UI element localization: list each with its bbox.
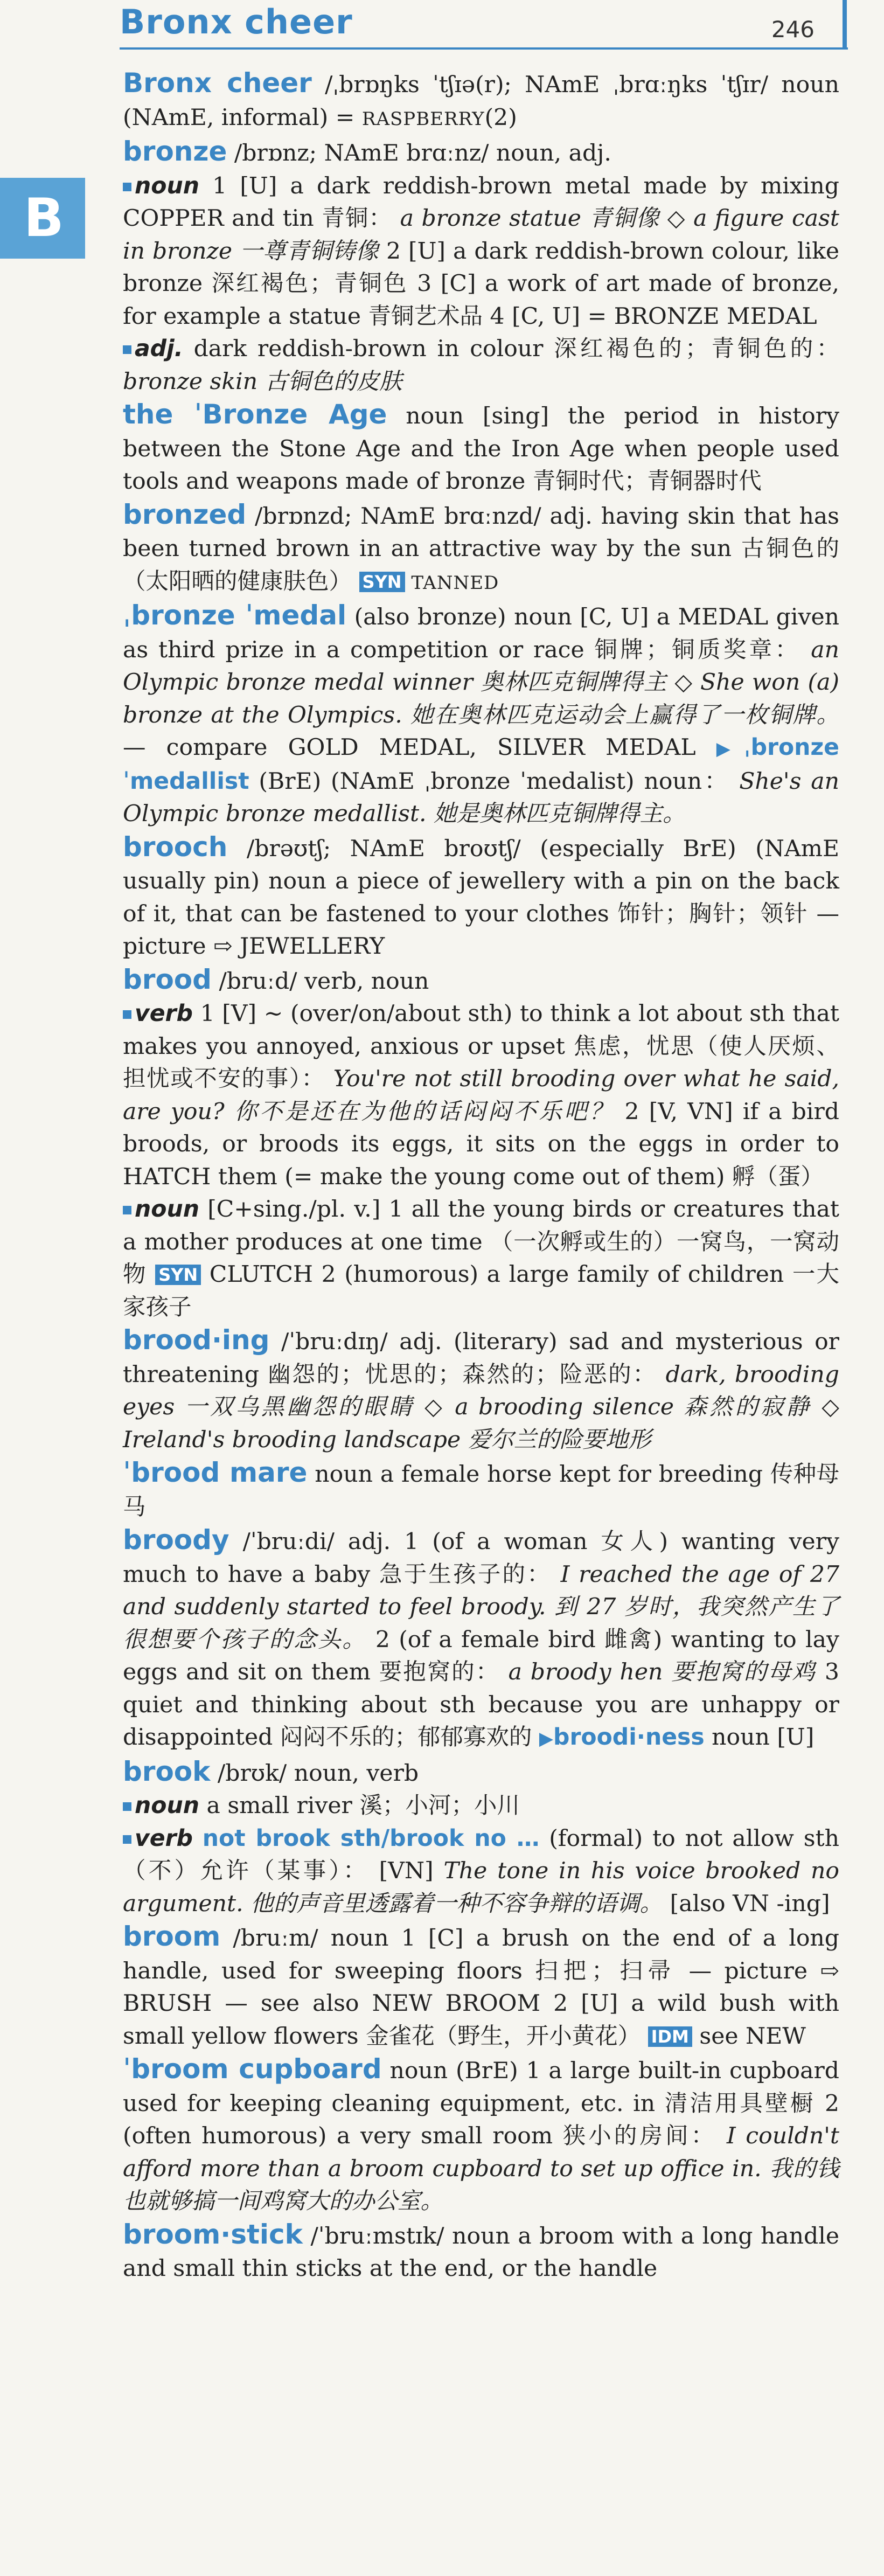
sense-block-verb: [123, 998, 839, 1193]
synonym-word[interactable]: TANNED: [405, 572, 499, 594]
headword: broody: [123, 1524, 229, 1556]
entry-text: /bruːd/ verb, noun: [211, 968, 429, 995]
entry-text: noun (BrE) 1 a large built-in cupboard used for keeping cleaning equipment, etc. in 清洁用具壁橱 2 (often humorous) a very small room 狭小的房间：: [123, 2058, 839, 2149]
sense-text: 2 [U] a dark reddish-brown colour, like bronze 深红褐色；青铜色 3 [C] a work of art made of bronze, for example a statue 青铜艺术品 4 [C, U] = BRONZE MEDAL: [123, 238, 839, 330]
headword: brood: [123, 963, 212, 995]
entry-text: /bruːm/ noun 1 [C] a brush on the end of a long handle, used for sweeping floors 扫把；扫帚 — picture ⇨ BRUSH — see also NEW BROOM 2 [U] a wild bush with small yellow flowers 金雀花（野生，开小黄花）: [123, 1925, 839, 2050]
square-bullet-icon: [123, 345, 131, 354]
headword: broom·stick: [123, 2218, 303, 2250]
headword: brooch: [123, 831, 228, 863]
running-head: Bronx cheer: [120, 2, 353, 41]
triangle-arrow-icon: ▶: [539, 1728, 554, 1749]
entry-broom: [123, 1920, 839, 2053]
entry-text: (BrE) (NAmE ˌbronze ˈmedalist) noun：: [249, 768, 740, 795]
square-bullet-icon: [123, 1835, 131, 1844]
derivative: broodi·ness: [553, 1724, 705, 1751]
headword: bronze: [123, 136, 227, 167]
square-bullet-icon: [123, 183, 131, 191]
example: a broody hen 要抱窝的母鸡: [508, 1659, 817, 1685]
synonym-badge: SYN: [359, 572, 405, 592]
triangle-arrow-icon: ▶: [716, 738, 744, 760]
entry-text: noun a female horse kept for breeding 传种母马: [123, 1461, 839, 1520]
entry-broom-cupboard: [123, 2053, 839, 2218]
headword: broom: [123, 1921, 221, 1952]
example: The tone in his voice brooked no argument. 他的声音里透露着一种不容争辩的语调。: [123, 1858, 840, 1917]
entry-brooding: [123, 1324, 839, 1456]
sense-text: 2 [V, VN] if a bird broods, or broods its eggs, it sits on the eggs in order to HATCH them (= make the young come out of them) 孵（蛋）: [123, 1098, 839, 1190]
sense-text: CLUTCH 2 (humorous) a large family of children 一大家孩子: [123, 1261, 839, 1321]
entry-text: /brɒnz; NAmE brɑːnz/ noun, adj.: [227, 140, 611, 166]
example: She's an Olympic bronze medallist. 她是奥林匹克铜牌得主。: [123, 768, 839, 827]
example: I reached the age of 27 and suddenly started to feel broody. 到 27 岁时，我突然产生了很想要个孩子的念头。: [123, 1561, 839, 1653]
thumb-index-letter: B: [24, 188, 64, 249]
entry-text: 3 quiet and thinking about sth because you are unhappy or disappointed 闷闷不乐的；郁郁寡欢的: [123, 1659, 839, 1751]
sense-text: 1 [V] ~ (over/on/about sth) to think a lot about sth that makes you annoyed, anxious or upset 焦虑，忧思（使人厌烦、担忧或不安的事）：: [123, 1001, 839, 1092]
headword: brook: [123, 1755, 211, 1787]
dictionary-column: [123, 67, 839, 2286]
sense-block-noun: [123, 1193, 839, 1324]
entry-bronze: [123, 135, 839, 170]
sense-text: [C+sing./pl. v.] 1 all the young birds or creatures that a mother produces at one time （一次孵或生的）一窝鸟，一窝动物: [123, 1196, 839, 1288]
example: bronze skin 古铜色的皮肤: [123, 368, 402, 395]
page-header: [120, 0, 847, 52]
entry-broody: [123, 1524, 839, 1755]
header-edge-bar: [843, 0, 847, 50]
part-of-speech: verb: [135, 1825, 193, 1852]
entry-text: /brɒnzd; NAmE brɑːnzd/ adj. having skin that has been turned brown in an attractive way by the sun 古铜色的（太阳晒的健康肤色）: [123, 503, 839, 595]
example: dark, brooding eyes 一双乌黑幽怨的眼睛 ◇ a brooding silence 森然的寂静 ◇ Ireland's brooding landscape 爱尔兰的险要地形: [123, 1361, 839, 1453]
entry-text: /ˈbruːdɪŋ/ adj. (literary) sad and mysterious or threatening 幽怨的；忧思的；森然的；险恶的：: [123, 1329, 839, 1388]
entry-text: /ˈbruːmstɪk/ noun a broom with a long handle and small thin sticks at the end, or the handle: [123, 2223, 839, 2282]
sense-block-noun: [123, 1790, 839, 1823]
sense-text: a small river 溪；小河；小川: [199, 1793, 520, 1819]
part-of-speech: noun: [135, 172, 199, 199]
entry-text: 2 (of a female bird 雌禽) wanting to lay eggs and sit on them 要抱窝的：: [123, 1626, 839, 1685]
example: You're not still brooding over what he said, are you? 你不是还在为他的话闷闷不乐吧？: [123, 1066, 839, 1125]
sense-block-noun: [123, 170, 839, 334]
idiom-badge: IDM: [648, 2026, 692, 2047]
sense-text: dark reddish-brown in colour 深红褐色的；青铜色的：: [183, 336, 839, 362]
headword: ˈbrood mare: [123, 1457, 308, 1488]
page-number: 246: [771, 16, 815, 43]
entry-text: see NEW: [692, 2023, 806, 2050]
cross-reference[interactable]: RASPBERRY: [361, 108, 485, 130]
entry-bronze-age: [123, 398, 839, 498]
derivative: ˌbronze ˈmedallist: [123, 734, 839, 795]
entry-text: noun [U]: [704, 1724, 815, 1751]
part-of-speech: verb: [135, 1001, 193, 1027]
part-of-speech: noun: [135, 1196, 199, 1223]
phrase: not brook sth/brook no …: [202, 1825, 540, 1852]
headword: brood·ing: [123, 1324, 270, 1356]
entry-brood-mare: [123, 1456, 839, 1524]
sense-block-adj: [123, 333, 839, 398]
headword: ˈbroom cupboard: [123, 2053, 382, 2085]
headword: Bronx cheer: [123, 67, 312, 99]
entry-bronze-medal: [123, 599, 839, 831]
part-of-speech: adj.: [135, 336, 183, 362]
example: a bronze statue 青铜像 ◇ a figure cast in bronze 一尊青铜铸像: [123, 205, 840, 265]
example: an Olympic bronze medal winner 奥林匹克铜牌得主 ◇ She won (a) bronze at the Olympics. 她在奥林匹克运动会上赢得了一枚铜牌。: [123, 636, 839, 728]
sense-text: 1 [U] a dark reddish-brown metal made by mixing COPPER and tin 青铜：: [123, 172, 839, 232]
part-of-speech: noun: [135, 1793, 199, 1819]
square-bullet-icon: [123, 1206, 131, 1214]
entry-text: /brəʊtʃ; NAmE broʊtʃ/ (especially BrE) (NAmE usually pin) noun a piece of jewellery with a pin on the back of it, that can be fastened to your clothes 饰针；胸针；领针 — picture ⇨ JEWELLERY: [123, 835, 839, 960]
entry-text: /ˌbrɒŋks ˈtʃɪə(r); NAmE ˌbrɑːŋks ˈtʃɪr/ noun (NAmE, informal) =: [123, 72, 839, 131]
example: I couldn't afford more than a broom cupboard to set up office in. 我的钱也就够搞一间鸡窝大的办公室。: [123, 2123, 839, 2214]
thumb-index-tab: [0, 178, 85, 259]
entry-text: /brʊk/ noun, verb: [210, 1760, 419, 1787]
square-bullet-icon: [123, 1802, 131, 1811]
entry-text: — compare GOLD MEDAL, SILVER MEDAL: [123, 734, 716, 761]
entry-text: noun [sing] the period in history between the Stone Age and the Iron Age when people used tools and weapons made of bronze 青铜时代；青铜器时代: [123, 403, 840, 495]
headword: bronzed: [123, 498, 247, 530]
headword: the ˈBronze Age: [123, 399, 387, 430]
entry-bronzed: [123, 498, 839, 600]
sense-block-verb: [123, 1823, 839, 1921]
entry-text: (also bronze) noun [C, U] a MEDAL given as third prize in a competition or race 铜牌；铜质奖章：: [123, 604, 839, 663]
entry-broomstick: [123, 2218, 839, 2286]
entry-text: /ˈbruːdi/ adj. 1 (of a woman 女人) wanting very much to have a baby 急于生孩子的：: [123, 1529, 839, 1588]
entry-text: (2): [484, 104, 517, 131]
header-rule: [120, 47, 848, 50]
entry-brood: [123, 963, 839, 998]
entry-brooch: [123, 831, 839, 963]
square-bullet-icon: [123, 1010, 131, 1019]
sense-text: [also VN -ing]: [663, 1890, 830, 1917]
headword: ˌbronze ˈmedal: [123, 600, 347, 631]
synonym-badge: SYN: [155, 1265, 201, 1285]
sense-text: (formal) to not allow sth （不）允许（某事）： [VN]: [123, 1825, 840, 1884]
entry-bronx-cheer: [123, 67, 839, 135]
entry-brook: [123, 1755, 839, 1790]
